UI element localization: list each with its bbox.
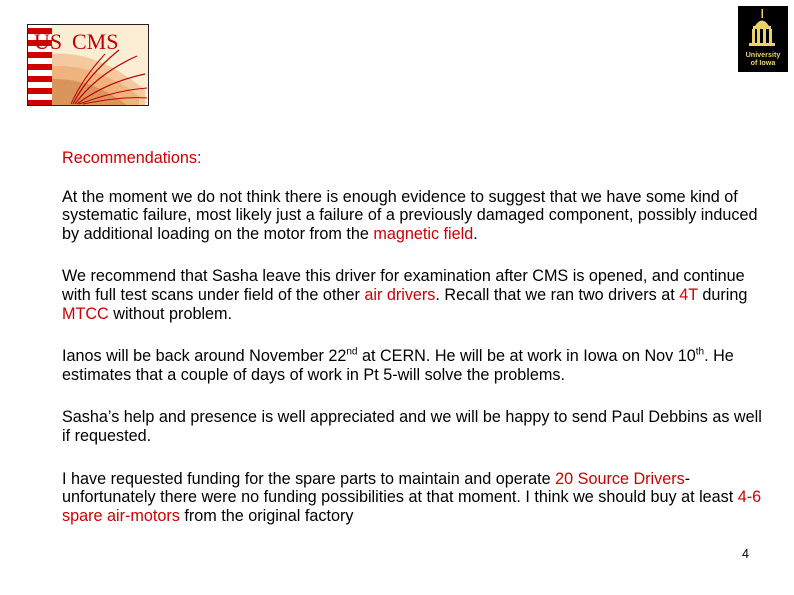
p5-highlight-2: 4-6 spare air-motors: [62, 488, 762, 525]
p5-highlight-1: 20 Source Drivers: [555, 469, 685, 488]
us-cms-logo: [27, 24, 149, 106]
p5-end: from the original factory: [179, 506, 354, 525]
paragraph-2: [62, 267, 762, 323]
p2-highlight-2: 4T: [679, 285, 698, 304]
p2-text-c: during: [697, 285, 748, 304]
p3-superscript-1: nd: [346, 346, 358, 358]
iowa-logo-line2: of Iowa: [750, 58, 776, 67]
paragraph-4: Sasha’s help and presence is well appreciated and we will be happy to send Paul Debbins as well if requested.: [62, 408, 762, 445]
p1-highlight: magnetic field: [373, 224, 474, 243]
p5-text-b: - unfortunately there were no funding possibilities at that moment. I think we should buy at least: [62, 469, 738, 507]
paragraph-1: [62, 188, 762, 244]
slide-body: [62, 149, 762, 525]
p1-text: At the moment we do not think there is enough evidence to suggest that we have some kind of systematic failure, most likely just a failure of a previously damaged component, possibly induced by additional loading on the motor from the: [62, 187, 758, 243]
p2-end: without problem.: [108, 304, 233, 323]
paragraph-5: [62, 470, 762, 526]
p2-highlight-3: MTCC: [62, 304, 109, 323]
iowa-logo-line1: University: [745, 50, 781, 59]
us-cms-logo-text: US: [34, 29, 63, 54]
university-of-iowa-logo: [738, 6, 788, 72]
p5-text: I have requested funding for the spare parts to maintain and operate: [62, 469, 556, 488]
page-number: 4: [742, 547, 749, 561]
p3-text-b: at CERN. He will be at work in Iowa on Nov 10: [357, 347, 696, 366]
p2-text: We recommend that Sasha leave this driver for examination after CMS is opened, and continue with full test scans under field of the other: [62, 267, 745, 304]
p3-end: . He estimates that a couple of days of work in Pt 5-will solve the problems.: [62, 347, 734, 384]
svg-text:CMS: CMS: [72, 29, 119, 54]
p2-text-b: . Recall that we ran two drivers at: [435, 285, 680, 304]
section-heading: Recommendations:: [62, 149, 202, 167]
p1-end: .: [473, 224, 478, 243]
paragraph-3: [62, 347, 762, 384]
p2-highlight-1: air drivers: [364, 285, 436, 304]
p3-superscript-2: th: [695, 346, 705, 358]
p3-text: Ianos will be back around November 22: [62, 347, 347, 366]
